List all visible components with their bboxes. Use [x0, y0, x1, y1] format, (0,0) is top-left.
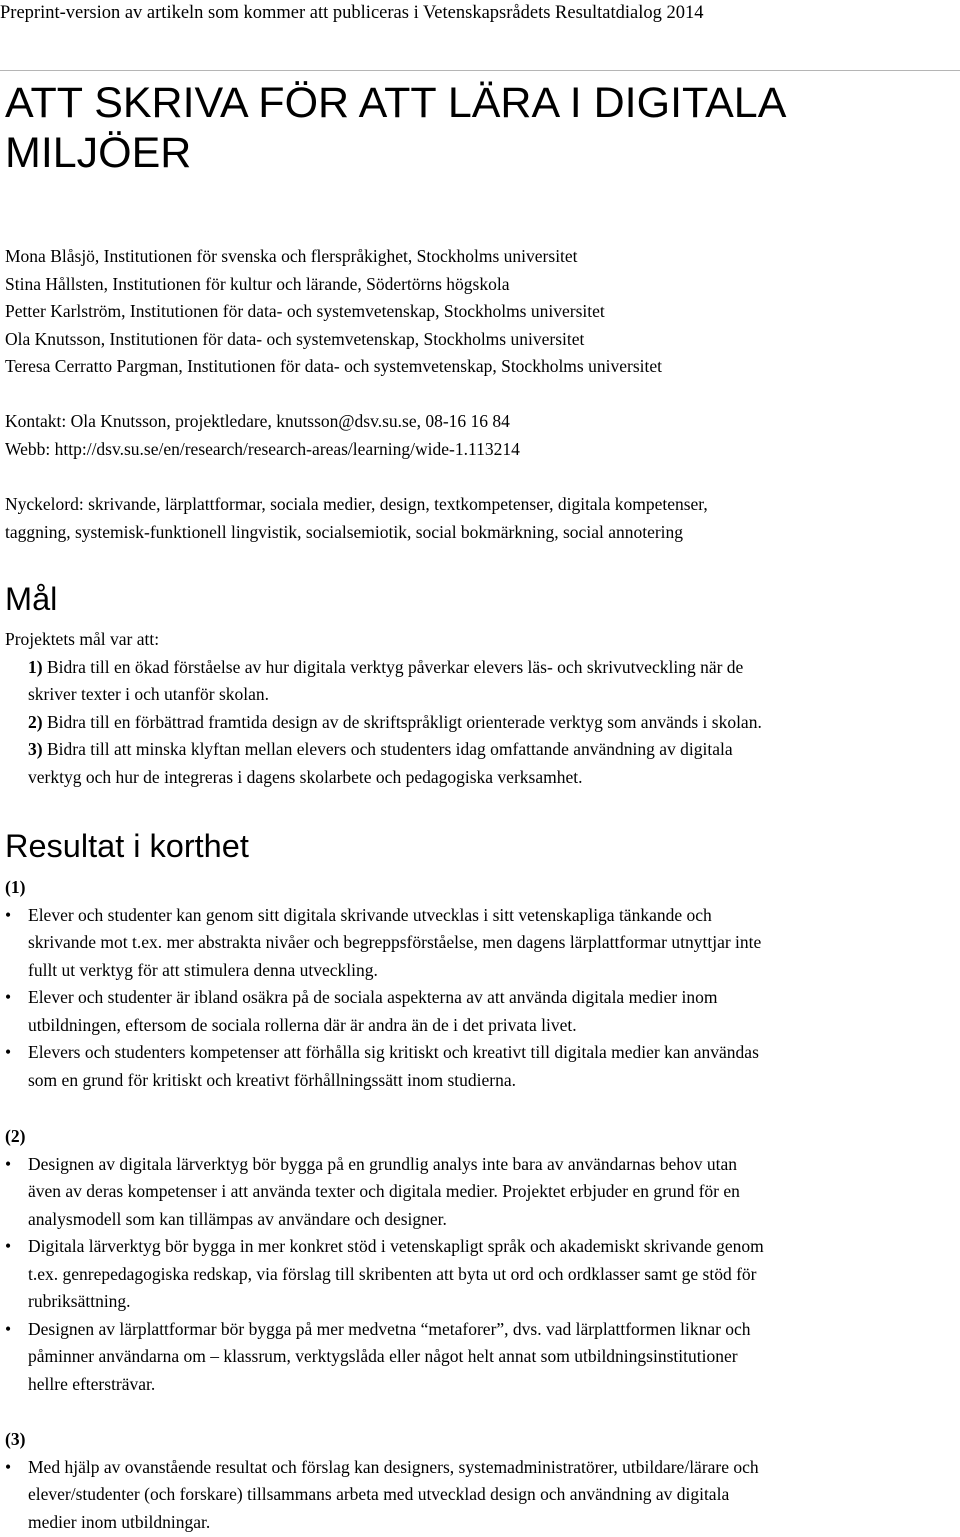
list-item	[5, 1151, 955, 1234]
goals-heading: Mål	[5, 581, 58, 617]
bullet-icon: •	[5, 1456, 12, 1477]
goal-number: 1)	[28, 656, 43, 677]
bullet-icon: •	[5, 1042, 12, 1062]
results-bullet-list	[5, 902, 955, 1095]
author-line: Ola Knutsson, Institutionen för data- och systemvetenskap, Stockholms universitet	[5, 328, 585, 349]
list-item-text: som en grund för kritiskt och kreativt förhållningssätt inom studierna.	[28, 1069, 516, 1090]
results-bullet-list	[5, 1151, 955, 1399]
list-item	[5, 1233, 955, 1316]
author-line: Mona Blåsjö, Institutionen för svenska och flerspråkighet, Stockholms universitet	[5, 246, 578, 266]
results-group-label: (1)	[5, 877, 26, 897]
goal-number: 3)	[28, 739, 43, 759]
list-item	[5, 902, 955, 985]
keywords	[5, 491, 955, 546]
author-line: Teresa Cerratto Pargman, Institutionen för data- och systemvetenskap, Stockholms universitet	[5, 356, 662, 376]
results-group-label: (2)	[5, 1126, 26, 1146]
list-item-text: medier inom utbildningar.	[28, 1511, 211, 1532]
goal-text: Bidra till en ökad förståelse av hur digitala verktyg påverkar elevers läs- och skrivutveckling när de	[46, 656, 744, 677]
document-title-line-2: MILJÖER	[5, 129, 192, 177]
list-item-text: hellre eftersträvar.	[28, 1373, 156, 1394]
results-group-3	[5, 1426, 955, 1536]
goal-item	[5, 654, 955, 709]
list-item-text: Elevers och studenters kompetenser att förhålla sig kritiskt och kreativt till digitala medier kan användas	[28, 1042, 759, 1062]
author-line: Petter Karlström, Institutionen för data- och systemvetenskap, Stockholms universitet	[5, 301, 605, 321]
bullet-icon: •	[5, 1236, 12, 1256]
list-item-text: elever/studenter (och forskare) tillsammans arbeta med utvecklad design och användning av digitala	[28, 1484, 730, 1504]
results-group-label: (3)	[5, 1429, 26, 1449]
list-item-text: Designen av digitala lärverktyg bör bygga på en grundlig analys inte bara av användarnas behov utan	[28, 1153, 737, 1174]
list-item-text: även av deras kompetenser i att använda texter och digitala medier. Projektet erbjuder en grund för en	[28, 1181, 740, 1201]
goal-item	[5, 709, 955, 737]
list-item	[5, 1316, 955, 1399]
goal-item	[5, 736, 955, 791]
results-bullet-list	[5, 1454, 955, 1537]
goal-text: skriver texter i och utanför skolan.	[28, 684, 270, 704]
goal-number: 2)	[28, 711, 43, 732]
header-divider	[0, 70, 960, 71]
bullet-icon: •	[5, 987, 12, 1007]
keywords-line: Nyckelord: skrivande, lärplattformar, sociala medier, design, textkompetenser, digitala kompetenser,	[5, 494, 708, 514]
goal-text: verktyg och hur de integreras i dagens skolarbete och pedagogiska verksamhet.	[28, 766, 583, 787]
contact-line: Kontakt: Ola Knutsson, projektledare, knutsson@dsv.su.se, 08-16 16 84	[5, 411, 510, 431]
list-item-text: Digitala lärverktyg bör bygga in mer konkret stöd i vetenskapligt språk och akademiskt skrivande genom	[28, 1236, 764, 1256]
results-heading: Resultat i korthet	[5, 828, 249, 864]
list-item	[5, 1039, 955, 1094]
list-item-text: påminner användarna om – klassrum, verktygslåda eller något helt annat som utbildningsinstitutioner	[28, 1346, 738, 1366]
results-group-2	[5, 1123, 955, 1398]
list-item-text: analysmodell som kan tillämpas av användare och designer.	[28, 1208, 447, 1229]
bullet-icon: •	[5, 904, 12, 925]
list-item-text: skrivande mot t.ex. mer abstrakta nivåer och begreppsförståelse, men dagens lärplattformar utnyttjar inte	[28, 932, 762, 952]
author-line: Stina Hållsten, Institutionen för kultur och lärande, Södertörns högskola	[5, 273, 510, 294]
list-item-text: utbildningen, eftersom de sociala rollerna där är andra än de i det privata livet.	[28, 1014, 577, 1035]
bullet-icon: •	[5, 1153, 12, 1174]
goals-section	[5, 626, 955, 791]
web-line: Webb: http://dsv.su.se/en/research/research-areas/learning/wide-1.113214	[5, 438, 520, 459]
list-item	[5, 984, 955, 1039]
document-title	[5, 78, 786, 178]
author-list	[5, 243, 955, 381]
preprint-notice: Preprint-version av artikeln som kommer att publiceras i Vetenskapsrådets Resultatdialog 2014	[0, 3, 704, 23]
contact-info	[5, 408, 955, 463]
list-item-text: fullt ut verktyg för att stimulera denna utveckling.	[28, 959, 378, 980]
list-item	[5, 1454, 955, 1537]
bullet-icon: •	[5, 1318, 12, 1339]
list-item-text: t.ex. genrepedagogiska redskap, via förslag till skribenten att byta ut ord och ordklasser samt ge stöd för	[28, 1263, 757, 1284]
list-item-text: Elever och studenter är ibland osäkra på de sociala aspekterna av att använda digitala medier inom	[28, 987, 718, 1007]
keywords-line: taggning, systemisk-funktionell lingvistik, socialsemiotik, social bokmärkning, social annotering	[5, 521, 684, 542]
goal-text: Bidra till att minska klyftan mellan elevers och studenters idag omfattande användning av digitala	[46, 739, 733, 759]
results-group-1	[5, 874, 955, 1094]
document-title-line-1: ATT SKRIVA FÖR ATT LÄRA I DIGITALA	[5, 79, 787, 127]
list-item-text: Elever och studenter kan genom sitt digitala skrivande utvecklas i sitt vetenskapliga tänkande och	[28, 904, 712, 925]
goal-text: Bidra till en förbättrad framtida design av de skriftspråkligt orienterade verktyg som används i skolan.	[46, 711, 762, 732]
list-item-text: Med hjälp av ovanstående resultat och förslag kan designers, systemadministratörer, utbildare/lärare och	[28, 1456, 759, 1477]
list-item-text: rubriksättning.	[28, 1291, 131, 1311]
goals-intro: Projektets mål var att:	[5, 629, 160, 649]
list-item-text: Designen av lärplattformar bör bygga på mer medvetna “metaforer”, dvs. vad lärplattformen liknar och	[28, 1318, 751, 1339]
